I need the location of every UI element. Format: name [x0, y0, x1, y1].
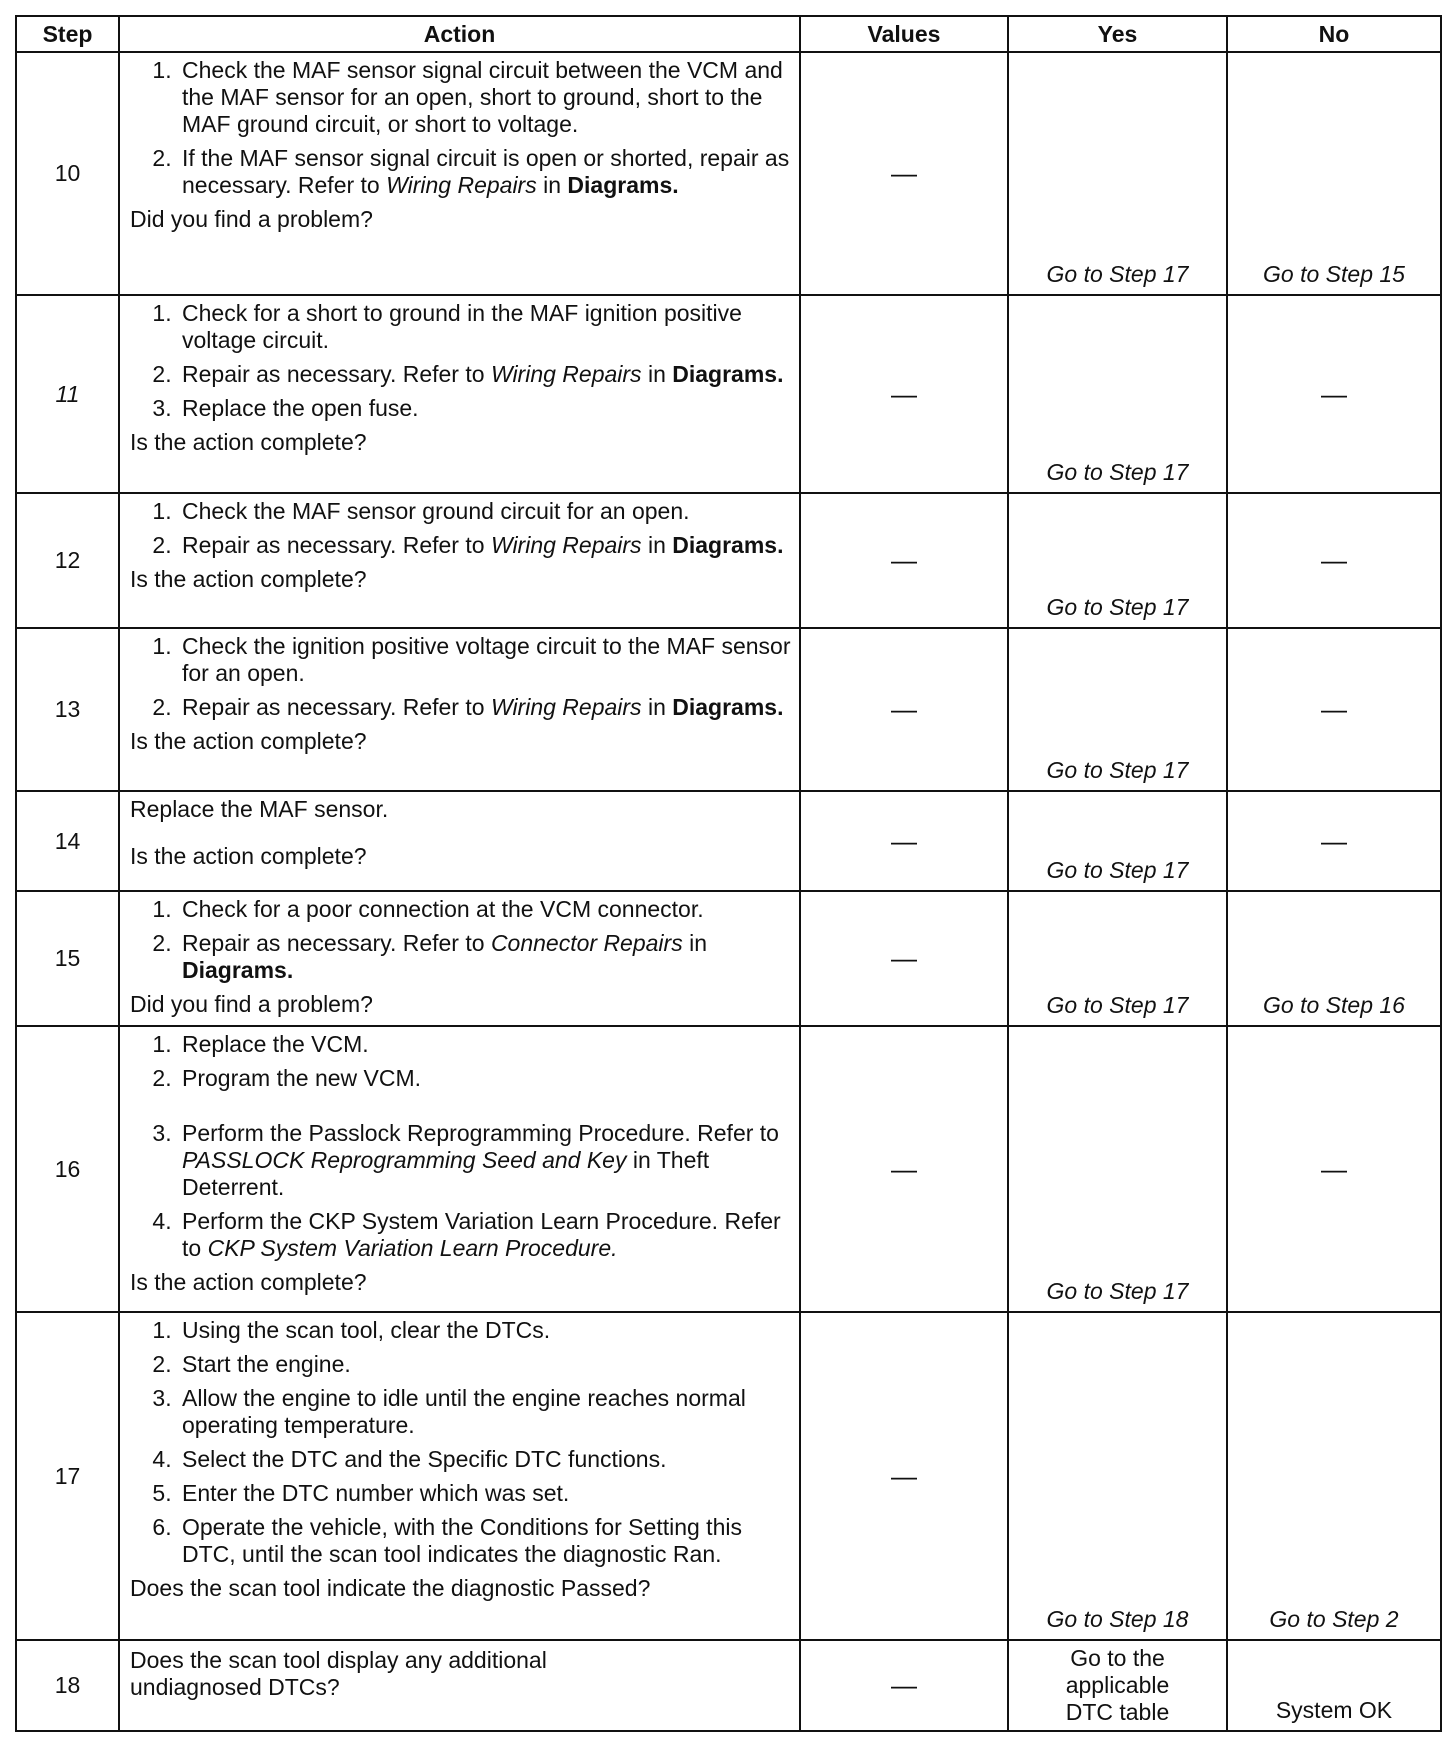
step-number: 14	[16, 791, 119, 891]
action-item: 1. Check the ignition positive voltage circuit to the MAF sensor for an open.	[178, 633, 791, 687]
no-cell: Go to Step 2	[1227, 1312, 1441, 1640]
header-no: No	[1227, 16, 1441, 52]
values-cell: —	[800, 1640, 1008, 1731]
step-number: 18	[16, 1640, 119, 1731]
values-cell: —	[800, 891, 1008, 1026]
values-cell: —	[800, 295, 1008, 493]
question: Is the action complete?	[130, 728, 367, 754]
yes-cell: Go to Step 17	[1008, 1026, 1227, 1312]
yes-cell: Go to Step 17	[1008, 791, 1227, 891]
question: Is the action complete?	[130, 843, 367, 869]
action-item: 2. Repair as necessary. Refer to Wiring Repairs in Diagrams.	[178, 532, 791, 559]
action-item: 2. Repair as necessary. Refer to Wiring Repairs in Diagrams.	[178, 694, 791, 721]
reference-link: Connector Repairs	[490, 930, 683, 956]
values-cell: —	[800, 1312, 1008, 1640]
step-number: 10	[16, 52, 119, 295]
action-item: 1. Replace the VCM.	[178, 1031, 791, 1058]
question: Is the action complete?	[130, 1269, 367, 1295]
action-item: 2. Repair as necessary. Refer to Connector Repairs in Diagrams.	[178, 930, 791, 984]
table-row	[16, 1640, 1441, 1731]
yes-cell: Go to Step 17	[1008, 891, 1227, 1026]
step-number: 17	[16, 1312, 119, 1640]
header-step: Step	[16, 16, 119, 52]
action-cell	[119, 1312, 800, 1640]
action-cell	[119, 891, 800, 1026]
no-cell: System OK	[1227, 1640, 1441, 1731]
yes-cell: Go to the applicable DTC table	[1008, 1640, 1227, 1731]
step-number: 15	[16, 891, 119, 1026]
header-yes: Yes	[1008, 16, 1227, 52]
no-cell: —	[1227, 295, 1441, 493]
action-item: 4. Select the DTC and the Specific DTC functions.	[178, 1446, 791, 1473]
action-item: 1. Check the MAF sensor signal circuit between the VCM and the MAF sensor for an open, short to ground, short to the MAF ground circuit, or short to voltage.	[178, 57, 791, 138]
action-item: 2. Start the engine.	[178, 1351, 791, 1378]
action-item: 3. Allow the engine to idle until the engine reaches normal operating temperature.	[178, 1385, 791, 1439]
no-cell: —	[1227, 1026, 1441, 1312]
table-row	[16, 493, 1441, 628]
action-cell	[119, 295, 800, 493]
reference-link: Wiring Repairs	[490, 361, 642, 387]
reference-link: Wiring Repairs	[490, 694, 642, 720]
no-cell: —	[1227, 791, 1441, 891]
action-item: 3. Perform the Passlock Reprogramming Procedure. Refer to PASSLOCK Reprogramming Seed and Key in Theft Deterrent.	[178, 1120, 791, 1201]
yes-cell: Go to Step 17	[1008, 493, 1227, 628]
action-item: 4. Perform the CKP System Variation Learn Procedure. Refer to CKP System Variation Learn Procedure.	[178, 1208, 791, 1262]
action-item: 2. Repair as necessary. Refer to Wiring Repairs in Diagrams.	[178, 361, 791, 388]
question: Did you find a problem?	[130, 206, 373, 232]
values-cell: —	[800, 1026, 1008, 1312]
reference-link: PASSLOCK Reprogramming Seed and Key	[182, 1147, 627, 1173]
table-row	[16, 1312, 1441, 1640]
reference-link: Wiring Repairs	[386, 172, 537, 198]
action-cell	[119, 493, 800, 628]
reference-link: CKP System Variation Learn Procedure.	[207, 1235, 618, 1261]
yes-cell: Go to Step 18	[1008, 1312, 1227, 1640]
action-item: 2. Program the new VCM.	[178, 1065, 791, 1092]
question: Did you find a problem?	[130, 991, 373, 1017]
action-item: 1. Check for a poor connection at the VCM connector.	[178, 896, 791, 923]
action-item: 2. If the MAF sensor signal circuit is open or shorted, repair as necessary. Refer to Wiring Repairs in Diagrams.	[178, 145, 791, 199]
diagnostic-table	[15, 15, 1442, 1732]
header-values: Values	[800, 16, 1008, 52]
no-cell: —	[1227, 628, 1441, 791]
action-item: 1. Check the MAF sensor ground circuit for an open.	[178, 498, 791, 525]
step-number: 12	[16, 493, 119, 628]
header-row	[16, 16, 1441, 52]
no-cell: Go to Step 16	[1227, 891, 1441, 1026]
yes-cell: Go to Step 17	[1008, 295, 1227, 493]
action-cell	[119, 628, 800, 791]
values-cell: —	[800, 628, 1008, 791]
question: Does the scan tool indicate the diagnostic Passed?	[130, 1575, 651, 1601]
values-cell: —	[800, 52, 1008, 295]
action-cell	[119, 791, 800, 891]
action-text: Replace the MAF sensor.	[130, 796, 389, 822]
action-cell	[119, 1026, 800, 1312]
table-row	[16, 628, 1441, 791]
table-row	[16, 1026, 1441, 1312]
table-row	[16, 52, 1441, 295]
action-item: 6. Operate the vehicle, with the Conditions for Setting this DTC, until the scan tool indicates the diagnostic Ran.	[178, 1514, 791, 1568]
table-row	[16, 891, 1441, 1026]
values-cell: —	[800, 791, 1008, 891]
table-row	[16, 791, 1441, 891]
step-number: 13	[16, 628, 119, 791]
no-cell: Go to Step 15	[1227, 52, 1441, 295]
header-action: Action	[119, 16, 800, 52]
question: Is the action complete?	[130, 566, 367, 592]
yes-cell: Go to Step 17	[1008, 52, 1227, 295]
action-item: 1. Check for a short to ground in the MAF ignition positive voltage circuit.	[178, 300, 791, 354]
action-item: 5. Enter the DTC number which was set.	[178, 1480, 791, 1507]
action-cell	[119, 1640, 800, 1731]
no-cell: —	[1227, 493, 1441, 628]
yes-cell: Go to Step 17	[1008, 628, 1227, 791]
step-number: 11	[16, 295, 119, 493]
step-number: 16	[16, 1026, 119, 1312]
reference-link: Wiring Repairs	[490, 532, 642, 558]
question: Is the action complete?	[130, 429, 367, 455]
table-row	[16, 295, 1441, 493]
action-cell	[119, 52, 800, 295]
values-cell: —	[800, 493, 1008, 628]
action-item: 3. Replace the open fuse.	[178, 395, 791, 422]
question: Does the scan tool display any additional undiagnosed DTCs?	[130, 1647, 547, 1700]
action-item: 1. Using the scan tool, clear the DTCs.	[178, 1317, 791, 1344]
